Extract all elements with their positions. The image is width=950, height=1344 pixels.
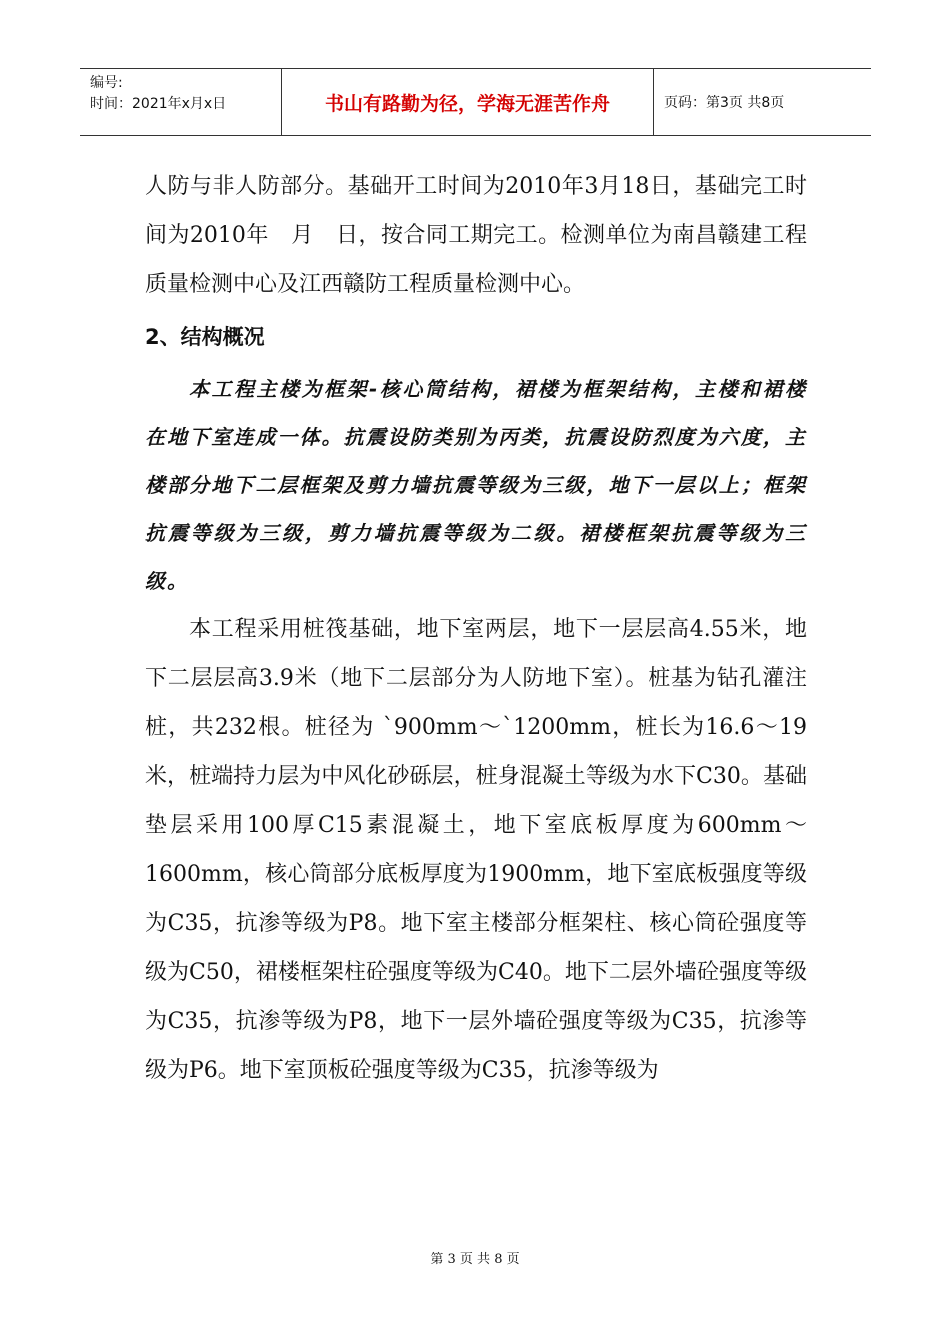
header-meta xyxy=(80,69,281,135)
body-paragraph-foundation: 本工程采用桩筏基础，地下室两层，地下一层层高4.55米，地下二层层高3.9米（地下二层部分为人防地下室）。桩基为钻孔灌注桩，共232根。桩径为 `900mm～`1200mm，桩长为16.6～19米，桩端持力层为中风化砂砾层，桩身混凝土等级为水下C30。基础垫层采用100厚C15素混凝土，地下室底板厚度为600mm～1600mm，核心筒部分底板厚度为1900mm，地下室底板强度等级为C35，抗渗等级为P8。地下室主楼部分框架柱、核心筒砼强度等级为C50，裙楼框架柱砼强度等级为C40。地下二层外墙砼强度等级为C35，抗渗等级为P8，地下一层外墙砼强度等级为C35，抗渗等级为P6。地下室顶板砼强度等级为C35，抗渗等级为 xyxy=(145,617,807,1083)
document-body xyxy=(145,162,807,1095)
page-header xyxy=(80,68,871,136)
header-motto: 书山有路勤为径，学海无涯苦作舟 xyxy=(281,69,654,135)
body-paragraph-structure: 本工程主楼为框架-核心筒结构，裙楼为框架结构，主楼和裙楼在地下室连成一体。抗震设防类别为丙类，抗震设防烈度为六度，主楼部分地下二层框架及剪力墙抗震等级为三级，地下一层以上；框架抗震等级为三级，剪力墙抗震等级为二级。裙楼框架抗震等级为三级。 xyxy=(145,377,807,593)
document-time-label: 时间：2021年x月x日 xyxy=(90,96,227,112)
section-title: 2、结构概况 xyxy=(145,325,265,349)
document-number-label: 编号: xyxy=(90,75,123,91)
page-footer: 第 3 页 共 8 页 xyxy=(430,1252,520,1267)
header-page-info: 页码：第3页 共8页 xyxy=(664,95,785,111)
body-paragraph-1: 人防与非人防部分。基础开工时间为2010年3月18日，基础完工时间为2010年 月 日，按合同工期完工。检测单位为南昌赣建工程质量检测中心及江西赣防工程质量检测中心。 xyxy=(145,174,807,297)
